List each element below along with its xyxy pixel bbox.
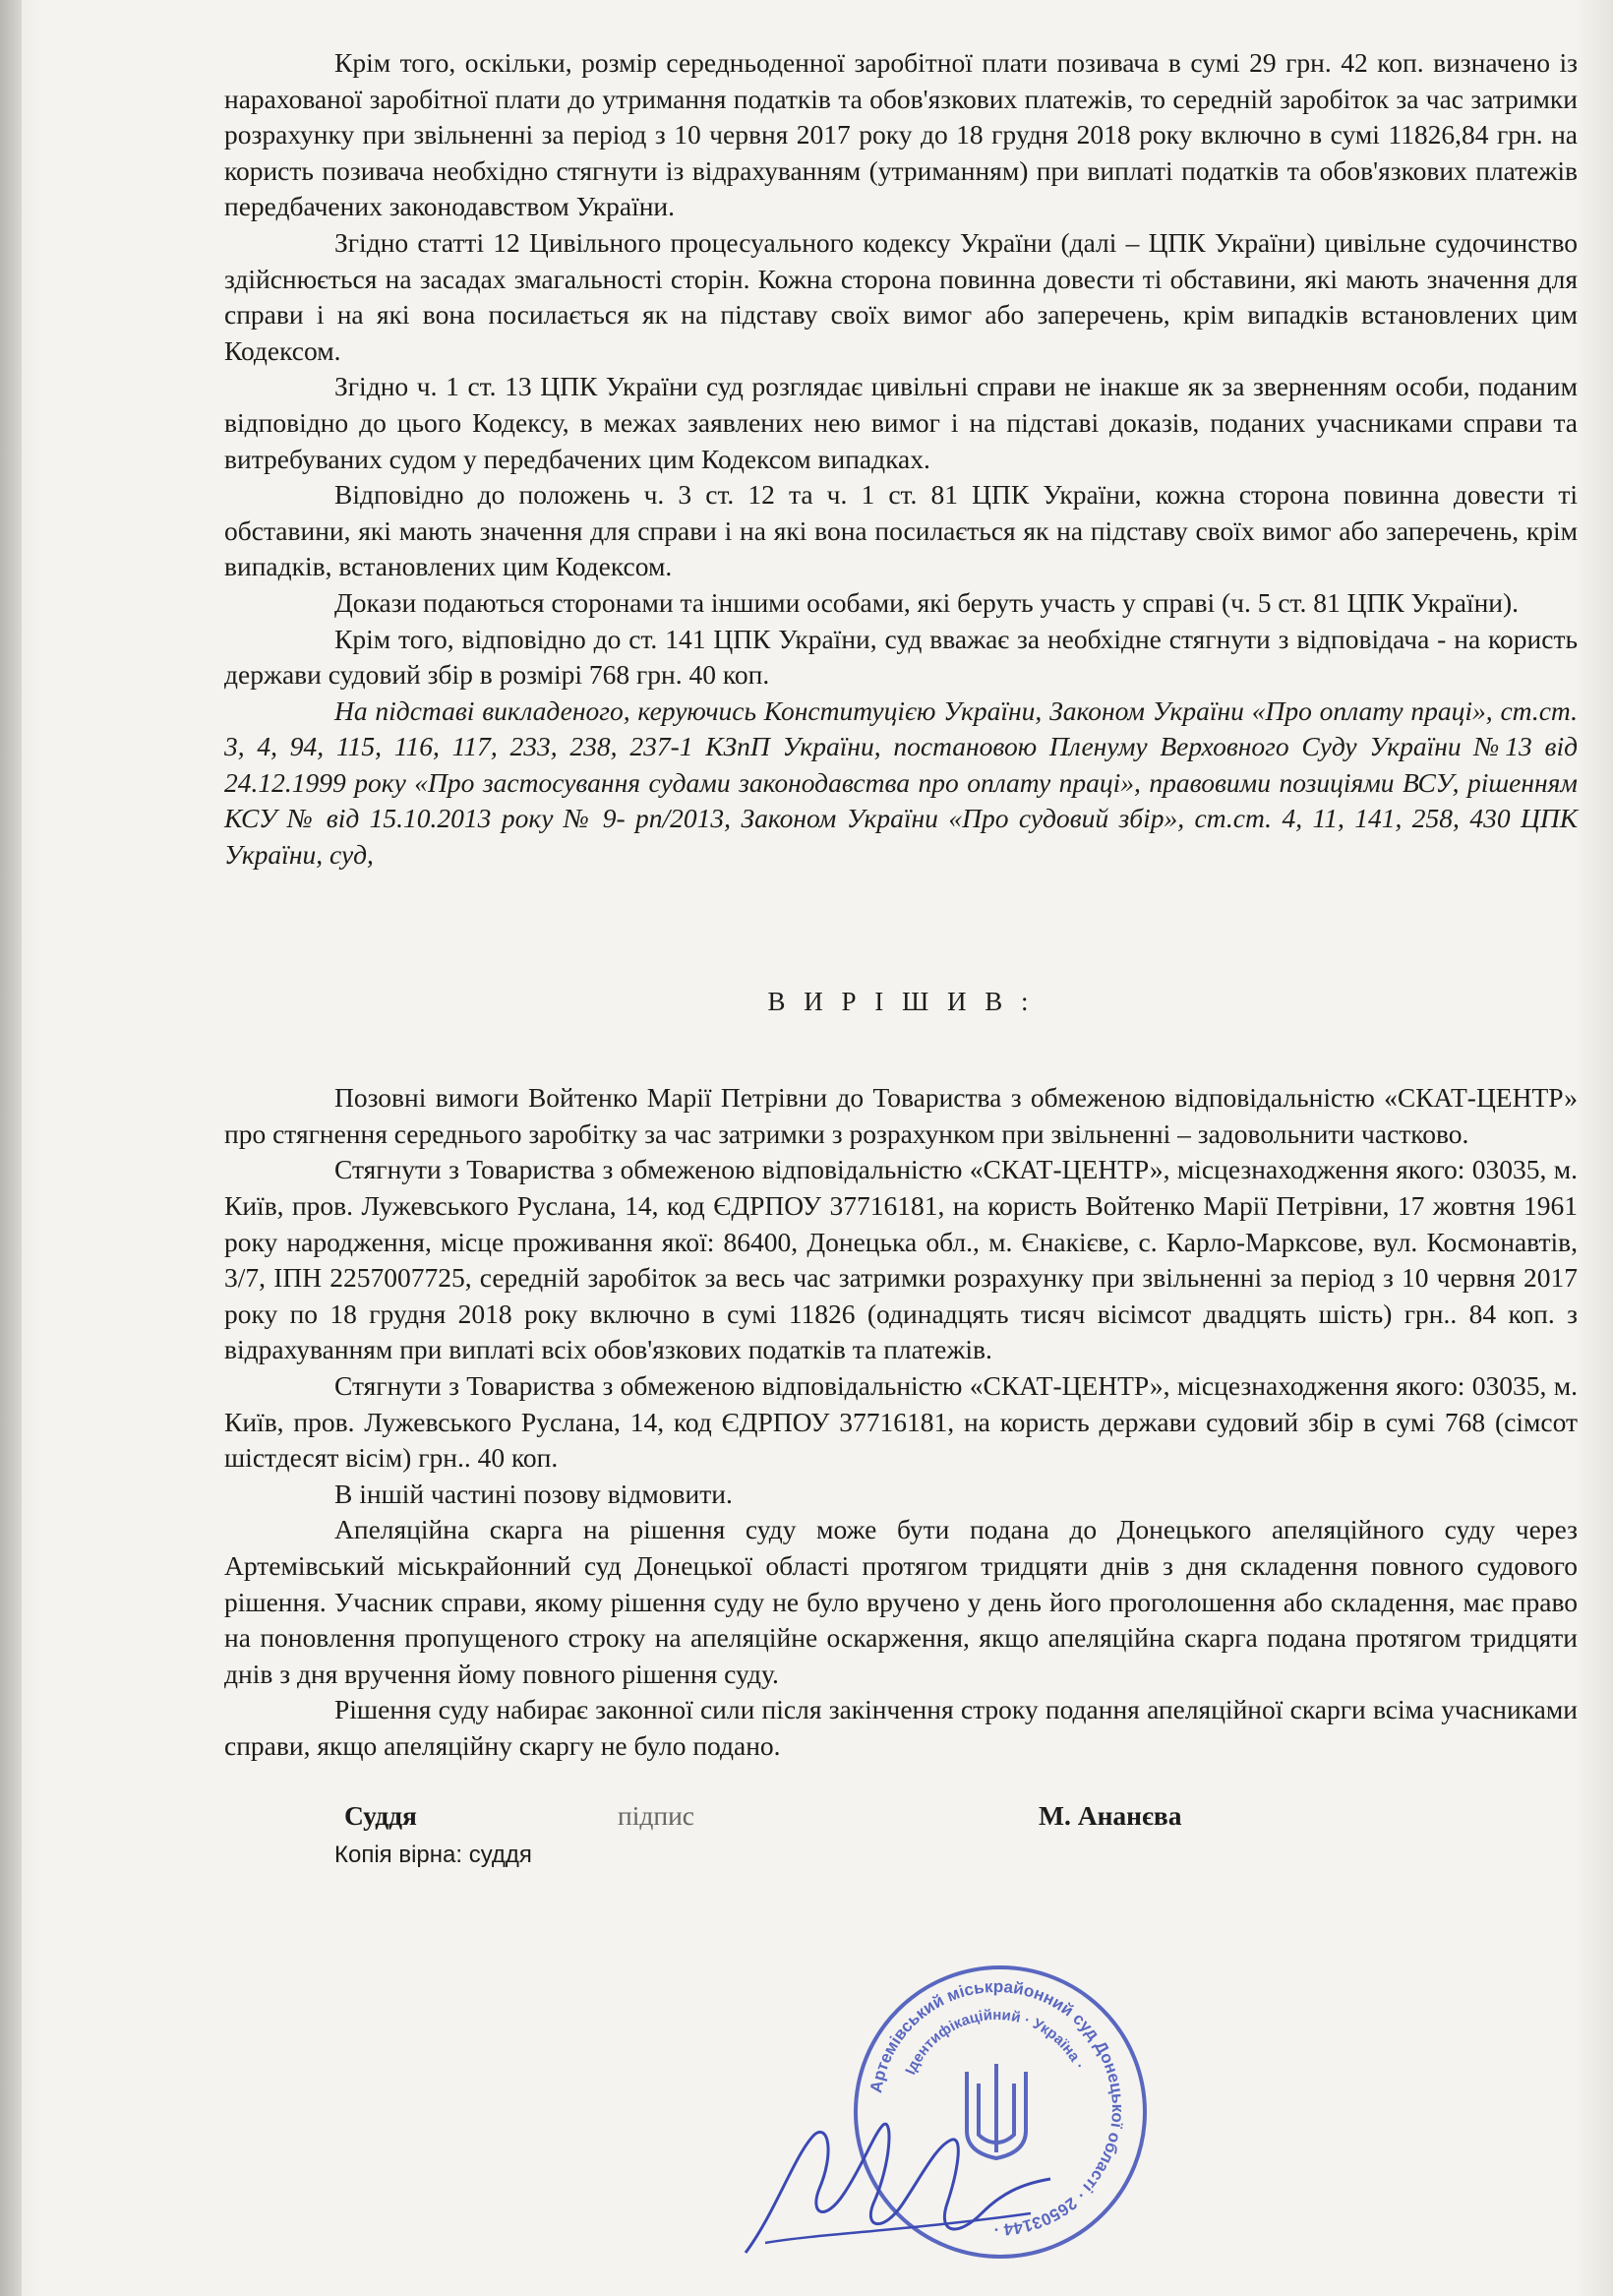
copy-certification: Копія вірна: суддя [334, 1841, 532, 1868]
page-binding-edge [0, 0, 22, 2296]
paragraph: Докази подаються сторонами та іншими особами, які беруть участь у справі (ч. 5 ст. 81 ЦПК України). [334, 586, 1520, 618]
paragraph: Згідно ч. 1 ст. 13 ЦПК України суд розглядає цивільні справи не інакше як за зверненням особи, поданим відповідно до цього Кодексу, в межах заявлених нею вимог і на підставі доказів, поданих учасниками справи та витребуваних судом у передбачених цим Кодексом випадках. [224, 371, 1578, 474]
decision-heading: В И Р І Ш И В : [767, 986, 1035, 1016]
document-body [224, 45, 1578, 1873]
paragraph: Згідно статті 12 Цивільного процесуального кодексу України (далі – ЦПК України) цивільне судочинство здійснюється на засадах змагальності сторін. Кожна сторона повинна довести ті обставини, які мають значення для справи і на які вона посилається як на підставу своїх вимог або заперечень, крім випадків встановлених цим Кодексом. [224, 226, 1578, 366]
judge-name: М. Ананєва [1039, 1799, 1182, 1831]
decision-paragraph: Рішення суду набирає законної сили після закінчення строку подання апеляційної скарги всіма учасниками справи, якщо апеляційну скаргу не було подано. [224, 1694, 1578, 1761]
handwritten-signature [736, 2095, 1060, 2272]
decision-paragraph: Апеляційна скарга на рішення суду може бути подана до Донецького апеляційного суду через Артемівський міськрайонний суд Донецької області протягом тридцяти днів з дня складення повного судового рішення. Учасник справи, якому рішення суду не було вручено у день його проголошення або складення, має право на поновлення пропущеного строку на апеляційне оскарження, якщо апеляційна скарга подана протягом тридцяти днів з дня вручення йому повного рішення суду. [224, 1514, 1578, 1689]
decision-paragraph: Стягнути з Товариства з обмеженою відповідальністю «СКАТ-ЦЕНТР», місцезнаходження якого: 03035, м. Київ, пров. Лужевського Руслана, 14, код ЄДРПОУ 37716181, на користь Войтенко Марії Петрівни, 17 жовтня 1961 року народження, місце проживання якої: 86400, Донецька обл., м. Єнакієве, с. Карло-Марксове, вул. Космонавтів, 3/7, ІПН 2257007725, середній заробіток за весь час затримки розрахунку при звільненні за період з 10 червня 2017 року по 18 грудня 2018 року включно в сумі 11826 (одинадцять тисяч вісімсот двадцять шість) грн.. 84 коп. з відрахуванням при виплаті всіх обов'язкових податків та платежів. [224, 1154, 1578, 1365]
signature-mark: підпис [618, 1799, 694, 1831]
legal-basis-paragraph: На підставі викладеного, керуючись Конституцією України, Законом України «Про оплату праці», ст.ст. 3, 4, 94, 115, 116, 117, 233, 238, 237-1 КЗпП України, постановою Пленуму Верховного Суду України №13 від 24.12.1999 року «Про застосування судами законодавства про оплату праці», правовими позиціями ВСУ, рішенням КСУ № від 15.10.2013 року № 9- рп/2013, Законом України «Про судовий збір», ст.ст. 4, 11, 141, 258, 430 ЦПК України, суд, [224, 695, 1578, 871]
svg-text:Артемівський міськрайонний суд: Артемівський міськрайонний суд Донецької області · 26503144 · [866, 1976, 1128, 2240]
decision-paragraph: Стягнути з Товариства з обмеженою відповідальністю «СКАТ-ЦЕНТР», місцезнаходження якого: 03035, м. Київ, пров. Лужевського Руслана, 14, код ЄДРПОУ 37716181, на користь держави судовий збір в сумі 768 (сімсот шістдесят вісім) грн.. 40 коп. [224, 1370, 1578, 1474]
spacer [224, 874, 1578, 984]
decision-paragraph: В іншій частині позову відмовити. [334, 1478, 733, 1509]
paragraph: Крім того, оскільки, розмір середньоденної заробітної плати позивача в сумі 29 грн. 42 коп. визначено із нарахованої заробітної плати до утримання податків та обов'язкових платежів, то середній заробіток за час затримки розрахунку при звільненні за період з 10 червня 2017 року до 18 грудня 2018 року включно в сумі 11826,84 грн. на користь позивача необхідно стягнути із відрахуванням (утриманням) при виплаті податків та обов'язкових платежів передбачених законодавством України. [224, 47, 1578, 222]
decision-paragraph: Позовні вимоги Войтенко Марії Петрівни до Товариства з обмеженою відповідальністю «СКАТ-ЦЕНТР» про стягнення середнього заробітку за час затримки з розрахунком при звільненні – задовольнити частково. [224, 1082, 1578, 1149]
paragraph: Крім того, відповідно до ст. 141 ЦПК України, суд вважає за необхідне стягнути з відповідача - на користь держави судовий збір в розмірі 768 грн. 40 коп. [224, 623, 1578, 691]
paragraph: Відповідно до положень ч. 3 ст. 12 та ч. 1 ст. 81 ЦПК України, кожна сторона повинна довести ті обставини, які мають значення для справи і на які вона посилається як на підставу своїх вимог або заперечень, крім випадків, встановлених цим Кодексом. [224, 479, 1578, 582]
svg-text:Ідентифікаційний · Україна ·: Ідентифікаційний · Україна · [902, 2006, 1089, 2078]
judge-role-label: Суддя [344, 1799, 417, 1831]
signature-row [224, 1798, 1578, 1838]
